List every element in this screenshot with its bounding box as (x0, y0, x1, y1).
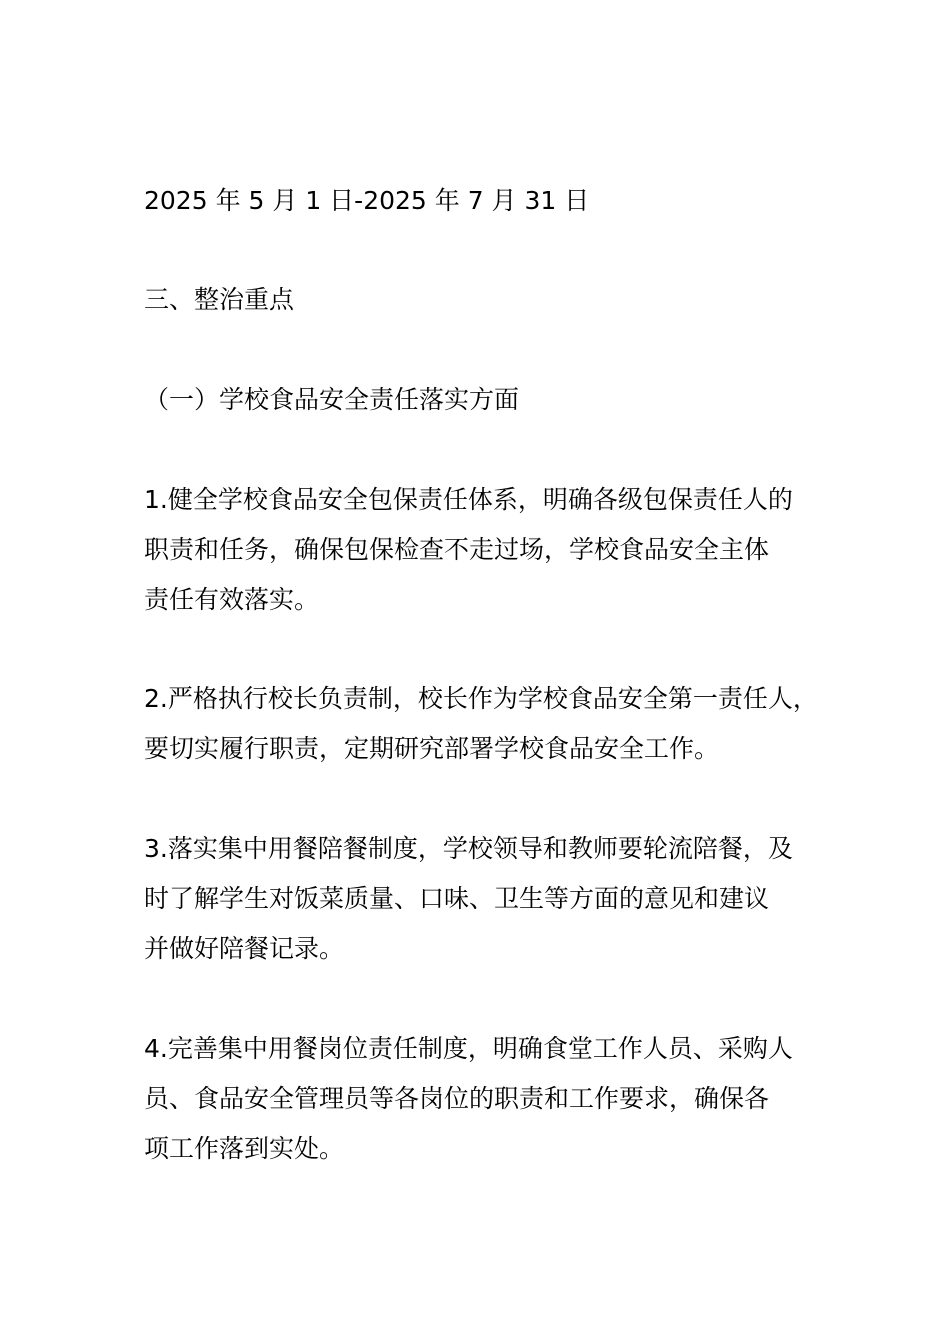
list-item-line: 2.严格执行校长负责制，校长作为学校食品安全第一责任人， (144, 684, 818, 713)
list-item-1 (144, 475, 834, 625)
list-item-2 (144, 674, 834, 774)
list-item-line: 责任有效落实。 (144, 585, 320, 614)
subsection-heading (144, 375, 834, 425)
list-item-line: 要切实履行职责，定期研究部署学校食品安全工作。 (144, 734, 720, 763)
list-item-line: 1.健全学校食品安全包保责任体系，明确各级包保责任人的 (144, 485, 793, 514)
list-item-line: 员、食品安全管理员等各岗位的职责和工作要求，确保各 (144, 1084, 770, 1113)
list-item-4 (144, 1024, 834, 1174)
section-heading (144, 275, 834, 325)
list-item-line: 并做好陪餐记录。 (144, 934, 345, 963)
list-item-line: 3.落实集中用餐陪餐制度，学校领导和教师要轮流陪餐，及 (144, 834, 793, 863)
list-item-line: 项工作落到实处。 (144, 1134, 345, 1163)
date-range-text: 2025 年 5 月 1 日-2025 年 7 月 31 日 (144, 186, 590, 215)
section-heading-text: 三、整治重点 (144, 285, 295, 314)
list-item-line: 时了解学生对饭菜质量、口味、卫生等方面的意见和建议 (144, 884, 770, 913)
list-item-line: 职责和任务，确保包保检查不走过场，学校食品安全主体 (144, 535, 770, 564)
list-item-3 (144, 824, 834, 974)
date-range-paragraph (144, 176, 834, 226)
list-item-line: 4.完善集中用餐岗位责任制度，明确食堂工作人员、采购人 (144, 1034, 793, 1063)
subsection-heading-text: （一）学校食品安全责任落实方面 (144, 385, 520, 414)
